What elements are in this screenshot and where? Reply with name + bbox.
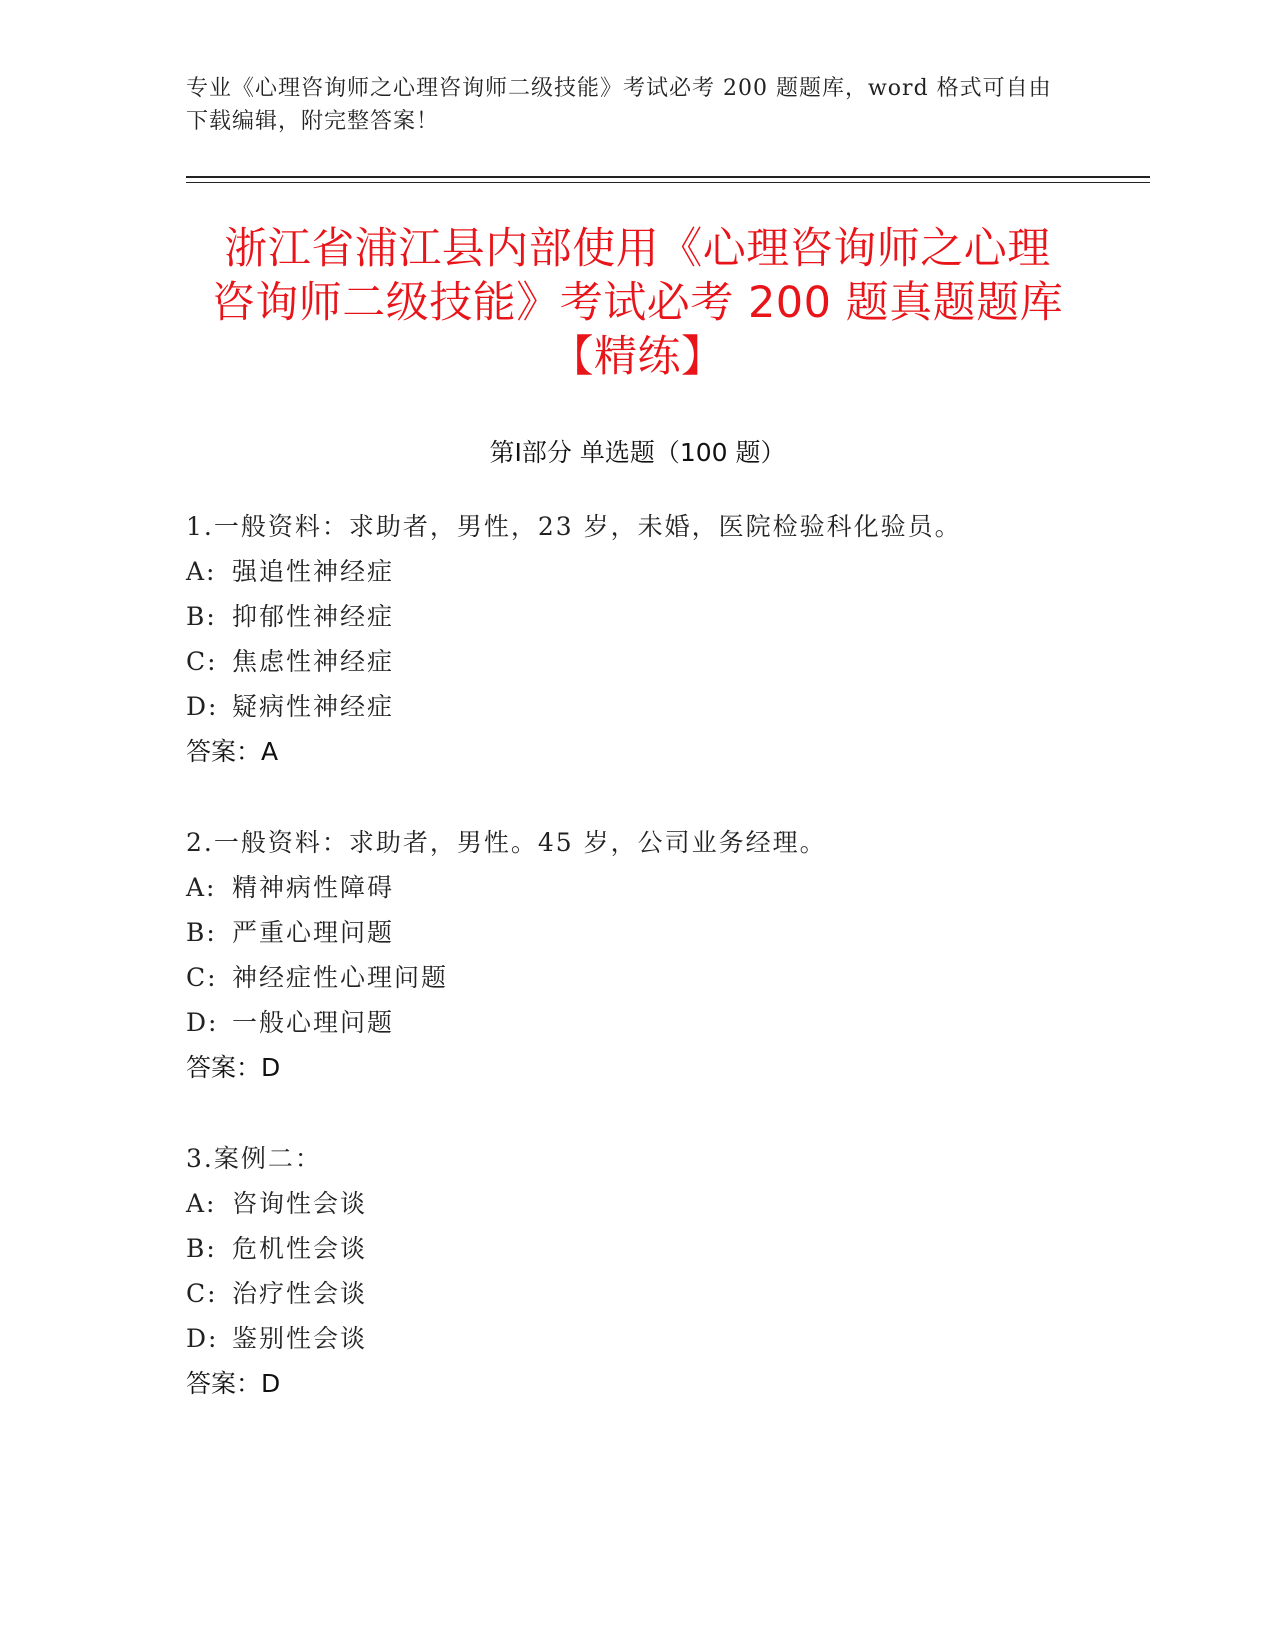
option-text: 一般心理问题 [232,1008,395,1037]
option-key: D: [186,1324,219,1353]
option-a [186,865,1106,910]
question-stem: 1.一般资料：求助者，男性，23 岁，未婚，医院检验科化验员。 [186,512,962,541]
option-key: C: [186,963,218,992]
option-text: 精神病性障碍 [232,873,395,902]
header-rule-thick [186,176,1150,178]
option-key: A: [186,557,217,586]
option-key: B: [186,602,217,631]
option-text: 强追性神经症 [232,557,395,586]
option-text: 危机性会谈 [232,1234,368,1263]
option-b [186,1226,1106,1271]
answer-line: 答案：A [186,737,279,766]
option-text: 严重心理问题 [232,918,395,947]
option-key: C: [186,1279,218,1308]
option-key: A: [186,1189,217,1218]
question-stem: 3.案例二： [186,1144,322,1173]
option-text: 鉴别性会谈 [232,1324,368,1353]
option-key: B: [186,918,217,947]
option-a [186,549,1106,594]
option-text: 焦虑性神经症 [232,647,395,676]
option-b [186,594,1106,639]
option-key: C: [186,647,218,676]
header-rule-thin [186,182,1150,183]
option-key: D: [186,692,219,721]
title-line-2: 咨询师二级技能》考试必考 200 题真题题库 [211,278,1064,328]
option-c [186,955,1106,1000]
question-3 [186,1136,1106,1406]
option-d [186,1316,1106,1361]
title-line-1: 浙江省浦江县内部使用《心理咨询师之心理 [224,224,1051,274]
option-d [186,684,1106,729]
question-1 [186,504,1106,774]
option-text: 疑病性神经症 [232,692,395,721]
question-stem: 2.一般资料：求助者，男性。45 岁，公司业务经理。 [186,828,827,857]
document-title [160,222,1115,384]
option-text: 治疗性会谈 [232,1279,368,1308]
question-2 [186,820,1106,1090]
title-line-3: 【精练】 [550,332,725,382]
option-key: B: [186,1234,217,1263]
answer-line: 答案：D [186,1053,281,1082]
option-d [186,1000,1106,1045]
header-note: 专业《心理咨询师之心理咨询师二级技能》考试必考 200 题题库，word 格式可自由下载编辑，附完整答案！ [186,76,1052,134]
option-text: 咨询性会谈 [232,1189,368,1218]
option-c [186,639,1106,684]
option-a [186,1181,1106,1226]
answer-line: 答案：D [186,1369,281,1398]
option-text: 神经症性心理问题 [232,963,449,992]
section-heading: 第Ⅰ部分 单选题（100 题） [489,438,786,467]
option-c [186,1271,1106,1316]
option-b [186,910,1106,955]
option-text: 抑郁性神经症 [232,602,395,631]
option-key: A: [186,873,217,902]
option-key: D: [186,1008,219,1037]
